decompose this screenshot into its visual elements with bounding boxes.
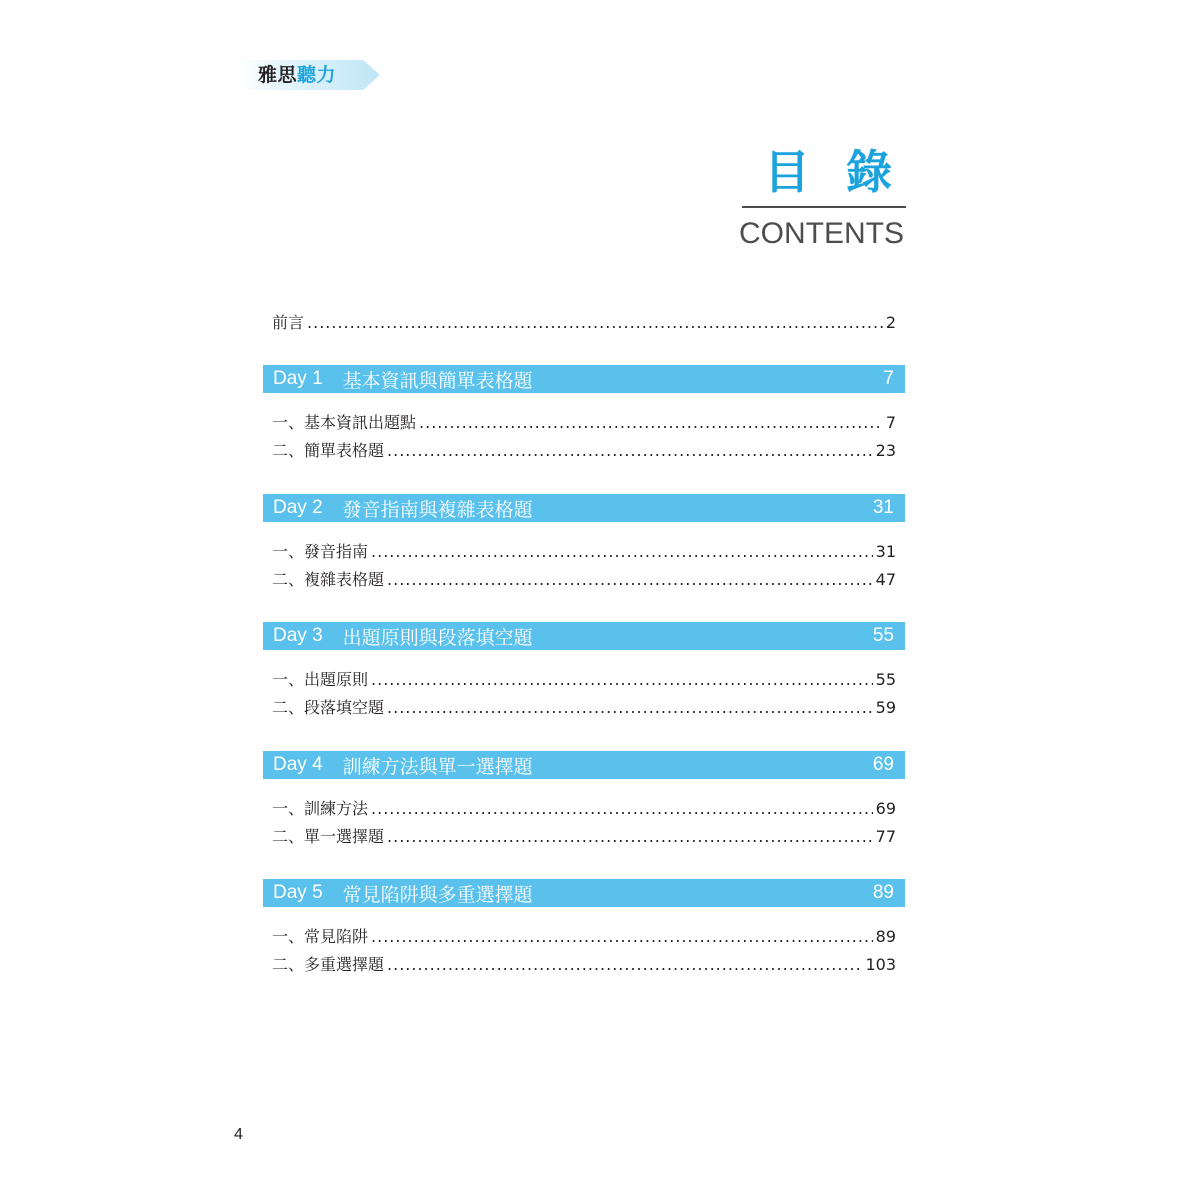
day-topic: 發音指南與複雜表格題: [342, 498, 533, 521]
toc-entry-preface[interactable]: [272, 309, 896, 337]
toc-entry-page: 7: [885, 413, 896, 432]
toc-entry-label: 前言: [272, 313, 305, 332]
dot-leader: [387, 823, 873, 851]
day-label: Day 2: [273, 497, 323, 518]
toc-entry[interactable]: [272, 795, 896, 823]
toc-entry-page: 59: [875, 698, 896, 717]
toc-entry[interactable]: [272, 694, 896, 722]
day-page: 69: [872, 754, 894, 775]
toc-entry-label: 二、簡單表格題: [272, 441, 385, 460]
toc-entry-label: 一、發音指南: [272, 542, 369, 561]
toc-entry[interactable]: [272, 923, 896, 951]
toc-entry-label: 二、單一選擇題: [272, 827, 385, 846]
toc-entry-page: 103: [865, 955, 896, 974]
day-page: 31: [872, 497, 894, 518]
toc-entry-page: 2: [885, 313, 896, 332]
toc-entry-page: 23: [875, 441, 896, 460]
toc-entry-label: 二、多重選擇題: [272, 955, 385, 974]
dot-leader: [387, 951, 862, 979]
book-series-title: [258, 62, 336, 88]
dot-leader: [371, 795, 873, 823]
page-number: 4: [234, 1126, 243, 1143]
toc-entry-page: 55: [875, 670, 896, 689]
toc-entry-label: 一、常見陷阱: [272, 927, 369, 946]
day-label: Day 3: [273, 625, 323, 646]
day-label: Day 1: [273, 368, 323, 389]
toc-entry-label: 一、出題原則: [272, 670, 369, 689]
toc-entry[interactable]: [272, 437, 896, 465]
toc-entry-page: 47: [875, 570, 896, 589]
toc-entry[interactable]: [272, 566, 896, 594]
day-label: Day 5: [273, 882, 323, 903]
day-topic: 訓練方法與單一選擇題: [342, 755, 533, 778]
day-topic: 基本資訊與簡單表格題: [342, 369, 533, 392]
toc-entry-page: 77: [875, 827, 896, 846]
toc-entry-label: 一、基本資訊出題點: [272, 413, 417, 432]
toc-entry-page: 89: [875, 927, 896, 946]
day-page: 55: [872, 625, 894, 646]
day-3-heading[interactable]: [263, 622, 905, 650]
toc-entry[interactable]: [272, 666, 896, 694]
book-series-title-part2: 聽力: [297, 64, 337, 86]
toc-entry[interactable]: [272, 409, 896, 437]
day-4-heading[interactable]: [263, 751, 905, 779]
day-5-heading[interactable]: [263, 879, 905, 907]
page-title: 目錄: [764, 145, 928, 199]
toc-entry-label: 二、複雜表格題: [272, 570, 385, 589]
dot-leader: [371, 666, 873, 694]
toc-entry[interactable]: [272, 823, 896, 851]
book-series-title-part1: 雅思: [258, 64, 298, 86]
dot-leader: [387, 437, 873, 465]
day-topic: 出題原則與段落填空題: [342, 626, 533, 649]
toc-entry-label: 二、段落填空題: [272, 698, 385, 717]
day-page: 7: [883, 368, 894, 389]
dot-leader: [307, 309, 883, 337]
day-1-heading[interactable]: [263, 365, 905, 393]
toc-entry-page: 69: [875, 799, 896, 818]
day-page: 89: [872, 882, 894, 903]
day-label: Day 4: [273, 754, 323, 775]
dot-leader: [387, 566, 873, 594]
page-subtitle: CONTENTS: [739, 217, 904, 250]
day-2-heading[interactable]: [263, 494, 905, 522]
toc-entry[interactable]: [272, 538, 896, 566]
title-divider: [742, 206, 906, 208]
dot-leader: [387, 694, 873, 722]
toc-entry-page: 31: [875, 542, 896, 561]
toc-entry-label: 一、訓練方法: [272, 799, 369, 818]
dot-leader: [371, 923, 873, 951]
day-topic: 常見陷阱與多重選擇題: [342, 883, 533, 906]
toc-entry[interactable]: [272, 951, 896, 979]
dot-leader: [371, 538, 873, 566]
dot-leader: [419, 409, 883, 437]
